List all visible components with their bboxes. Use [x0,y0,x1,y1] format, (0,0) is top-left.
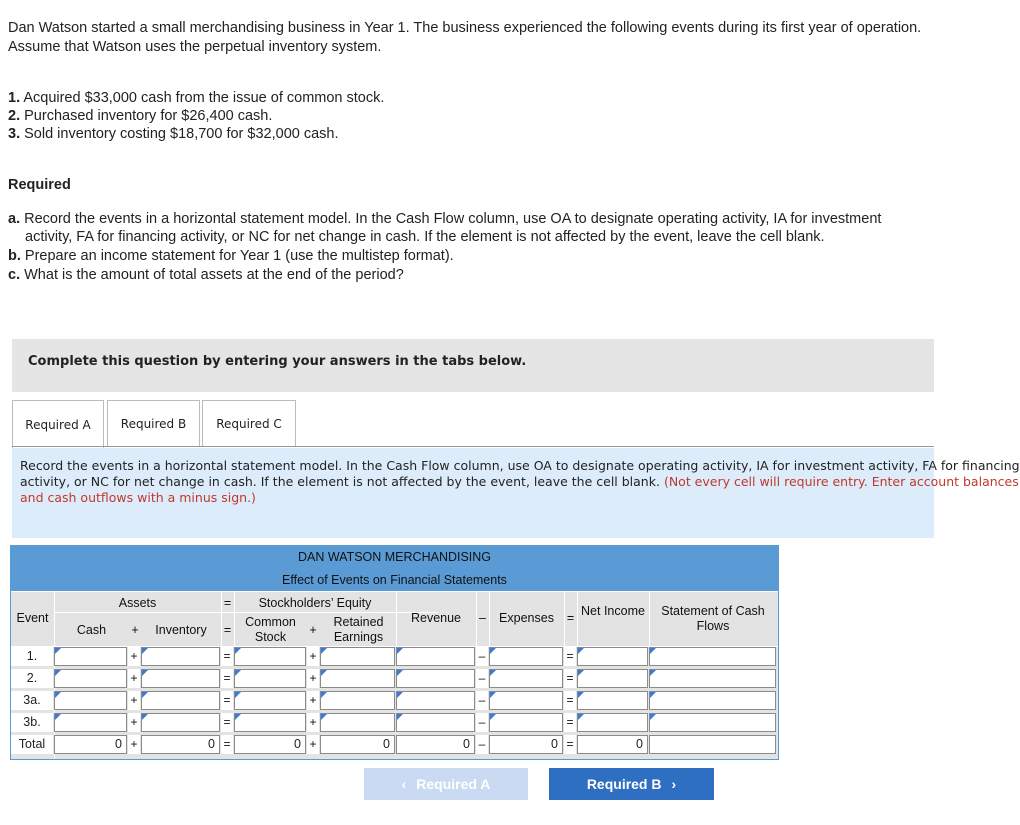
header-assets: Assets [118,596,157,610]
row-label: 1. [11,647,53,666]
header-plus: + [131,623,139,637]
requirement-item: b. Prepare an income statement for Year 1 (use the multistep format). [8,248,454,264]
instruction-note: (Not every cell will require entry. Enter account balances and cash outflows with a minus sign.) [20,474,1019,505]
common-stock-input[interactable] [234,713,306,732]
revenue-input[interactable] [396,669,475,688]
net-income-input[interactable] [577,647,648,666]
plus-sign: + [128,713,140,732]
equals-sign: = [564,713,576,732]
cash-input[interactable] [54,713,127,732]
event-item: 3. Sold inventory costing $18,700 for $32,000 cash. [8,126,339,142]
header-revenue: Revenue [410,611,462,625]
requirement-list [8,210,913,285]
next-button[interactable]: Required B › [549,768,714,800]
minus-sign: – [476,669,488,688]
tab-required-c[interactable]: Required C [202,400,296,447]
net-income-total: 0 [577,735,648,754]
retained-earnings-total: 0 [320,735,395,754]
required-heading: Required [8,177,71,193]
plus-sign: + [128,647,140,666]
header-inventory: Inventory [155,623,207,637]
inventory-input[interactable] [141,691,220,710]
plus-sign: + [128,691,140,710]
revenue-input[interactable] [396,647,475,666]
instruction-banner: Complete this question by entering your answers in the tabs below. [12,339,934,392]
equals-sign: = [564,735,576,754]
cash-input[interactable] [54,691,127,710]
equals-sign: = [221,647,233,666]
tab-divider [12,446,934,447]
header-cash: Cash [76,623,107,637]
chevron-right-icon: › [671,776,677,792]
plus-sign: + [307,713,319,732]
prev-button[interactable]: ‹ Required A [364,768,528,800]
equals-sign: = [221,713,233,732]
common-stock-input[interactable] [234,691,306,710]
header-plus: + [309,623,317,637]
equals-sign: = [221,669,233,688]
cash-flows-total [649,735,776,754]
equals-sign: = [564,647,576,666]
header-equals: = [223,596,232,610]
equals-sign: = [221,735,233,754]
header-event: Event [16,611,49,625]
common-stock-input[interactable] [234,647,306,666]
revenue-total: 0 [396,735,475,754]
cash-flows-input[interactable] [649,713,776,732]
tab-required-a[interactable]: Required A [12,400,104,448]
row-label: 2. [11,669,53,688]
minus-sign: – [476,647,488,666]
event-item: 2. Purchased inventory for $26,400 cash. [8,108,273,124]
net-income-input[interactable] [577,669,648,688]
requirement-item: a. Record the events in a horizontal statement model. In the Cash Flow column, use OA to designate operating activity, IA for investment activity, FA for financing activity, or NC for net change in cash. If the element is not affected by the event, leave the cell blank. [8,211,882,245]
plus-sign: + [307,735,319,754]
event-item: 1. Acquired $33,000 cash from the issue of common stock. [8,90,385,106]
cash-flows-input[interactable] [649,691,776,710]
header-net-income: Net Income [581,604,645,618]
net-income-input[interactable] [577,691,648,710]
retained-earnings-input[interactable] [320,691,395,710]
plus-sign: + [307,691,319,710]
revenue-input[interactable] [396,691,475,710]
common-stock-total: 0 [234,735,306,754]
header-common-stock: Common Stock [245,615,296,644]
expenses-input[interactable] [489,713,563,732]
cash-flows-input[interactable] [649,647,776,666]
cash-input[interactable] [54,669,127,688]
expenses-input[interactable] [489,647,563,666]
row-label: 3b. [11,713,53,732]
header-expenses: Expenses [499,611,554,625]
tab-required-b[interactable]: Required B [107,400,200,447]
retained-earnings-input[interactable] [320,713,395,732]
expenses-total: 0 [489,735,563,754]
inventory-input[interactable] [141,647,220,666]
revenue-input[interactable] [396,713,475,732]
net-income-input[interactable] [577,713,648,732]
tab-instructions: Record the events in a horizontal statement model. In the Cash Flow column, use OA to designate operating activity, IA for investment activity, FA for financing activity, or NC for net change in cash. If the element is not affected by the event, leave the cell blank. (Not every cell will require entry. Enter account balances and cash outflows with a minus sign.) [12,448,934,538]
row-label: 3a. [11,691,53,710]
table-subtitle: Effect of Events on Financial Statements [282,573,507,587]
problem-intro: Dan Watson started a small merchandising business in Year 1. The business experienced the following events during its first year of operation. Assume that Watson uses the perpetual inventory system. [8,20,922,55]
chevron-left-icon: ‹ [401,776,407,792]
cash-total: 0 [54,735,127,754]
header-retained-earnings: Retained Earnings [333,615,384,644]
cash-input[interactable] [54,647,127,666]
plus-sign: + [307,647,319,666]
minus-sign: – [476,713,488,732]
header-stockholders-equity: Stockholders’ Equity [258,596,372,610]
requirement-item: c. What is the amount of total assets at the end of the period? [8,267,404,283]
header-minus: – [479,611,486,625]
inventory-total: 0 [141,735,220,754]
common-stock-input[interactable] [234,669,306,688]
table-title: DAN WATSON MERCHANDISING [297,550,492,564]
retained-earnings-input[interactable] [320,669,395,688]
inventory-input[interactable] [141,669,220,688]
minus-sign: – [476,735,488,754]
event-list [8,89,384,143]
plus-sign: + [307,669,319,688]
header-equals: = [223,623,232,637]
equals-sign: = [564,669,576,688]
header-equals: = [566,611,575,625]
plus-sign: + [128,735,140,754]
equals-sign: = [221,691,233,710]
header-cash-flows: Statement of Cash Flows [661,604,765,633]
cash-flows-input[interactable] [649,669,776,688]
expenses-input[interactable] [489,669,563,688]
expenses-input[interactable] [489,691,563,710]
plus-sign: + [128,669,140,688]
total-label: Total [11,735,53,754]
minus-sign: – [476,691,488,710]
retained-earnings-input[interactable] [320,647,395,666]
equals-sign: = [564,691,576,710]
inventory-input[interactable] [141,713,220,732]
